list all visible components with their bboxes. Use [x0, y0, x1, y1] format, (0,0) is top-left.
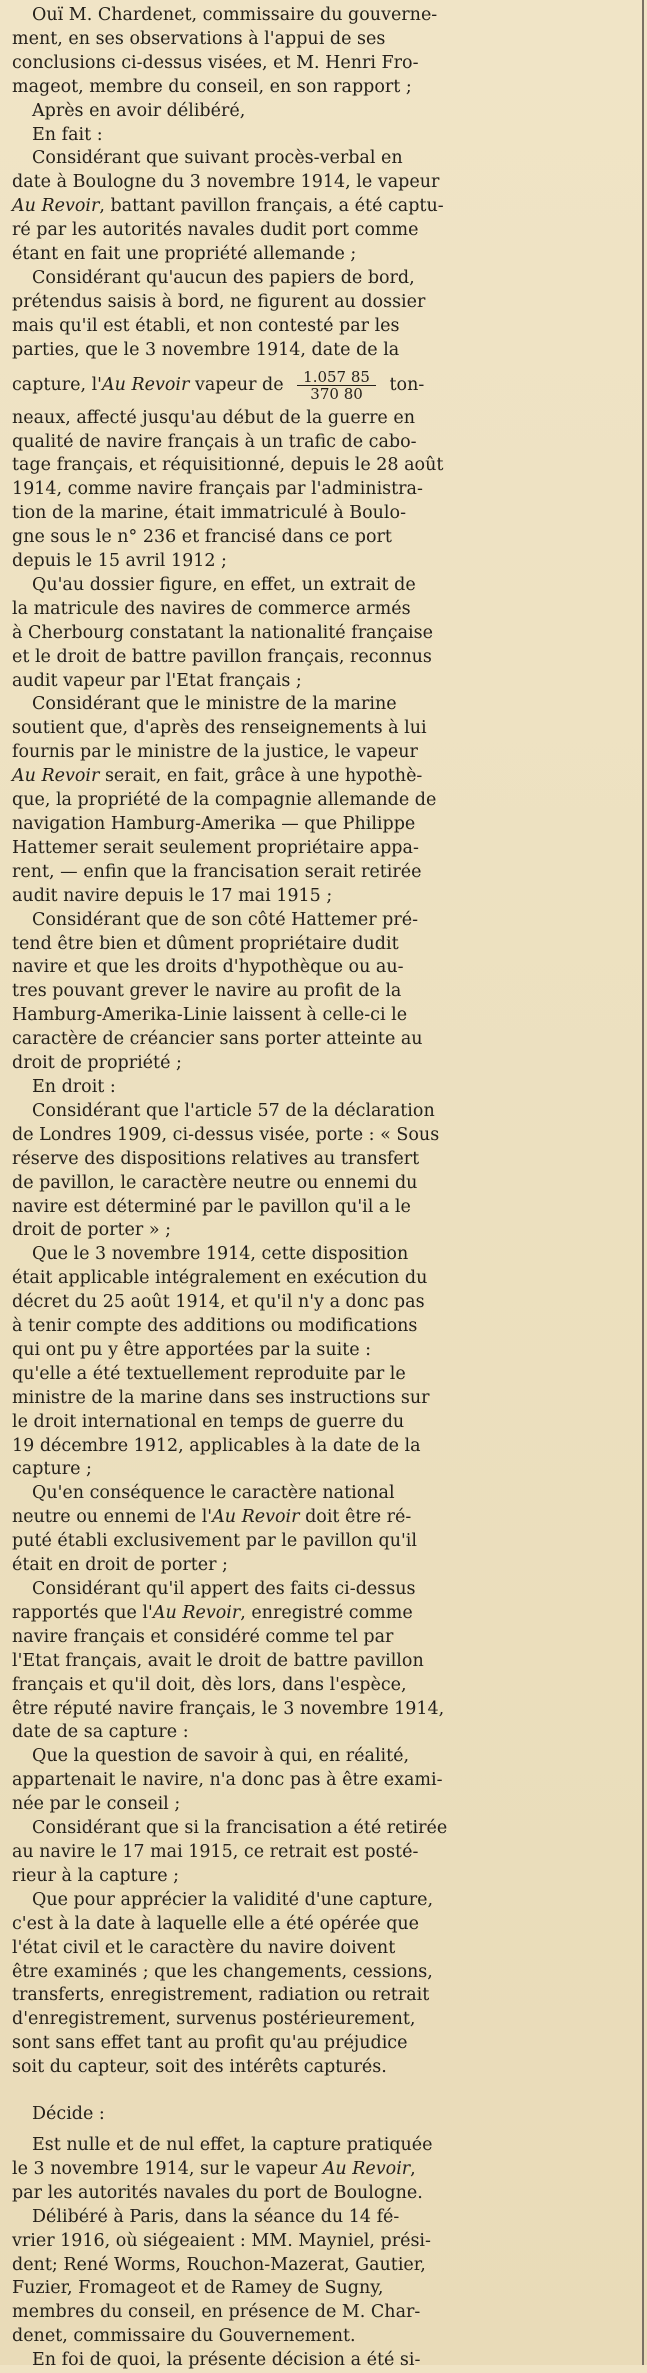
paragraph — [12, 1745, 637, 1817]
text-line: mais qu'il est établi, et non contesté par les — [12, 315, 400, 336]
text-line: née par le conseil ; — [12, 1794, 181, 1815]
text-line: date à Boulogne du 3 novembre 1914, le vapeur — [12, 172, 440, 193]
text-line: 19 décembre 1912, applicables à la date de la — [12, 1435, 421, 1456]
text-line: qui ont pu y être apportées par la suite : — [12, 1339, 372, 1360]
text-line: gne sous le n° 236 et francisé dans ce port — [12, 527, 392, 548]
text-line: sont sans effet tant au profit qu'au préjudice — [12, 2033, 408, 2054]
text-line: Considérant que l'article 57 de la déclaration — [32, 1100, 435, 1121]
text-line: capture ; — [12, 1459, 92, 1480]
text-line: caractère de créancier sans porter atteinte au — [12, 1029, 423, 1050]
text-line: Que la question de savoir à qui, en réalité, — [32, 1746, 410, 1767]
fraction-denominator: 370 80 — [310, 384, 363, 403]
text-line: et le droit de battre pavillon français, reconnus — [12, 646, 432, 667]
paragraph — [12, 267, 637, 574]
text-line: rieur à la capture ; — [12, 1865, 180, 1886]
text-line: navire est déterminé par le pavillon qu'il a le — [12, 1196, 411, 1217]
text-line: l'état civil et le caractère du navire doivent — [12, 1937, 396, 1958]
text-line: Considérant qu'il appert des faits ci-dessus — [32, 1579, 416, 1599]
text-line: par les autorités navales du port de Boulogne. — [12, 2182, 423, 2203]
text-line: navire et que les droits d'hypothèque ou au- — [12, 957, 404, 978]
text-line: qualité de navire français à un trafic de cabo- — [12, 431, 417, 452]
text-line: ré par les autorités navales dudit port comme — [12, 220, 419, 241]
paragraph — [12, 1578, 637, 1745]
paragraph — [12, 147, 637, 267]
vessel-name: Au Revoir — [212, 1507, 300, 1528]
text-line: Au Revoir serait, en fait, grâce à une hypothè- — [12, 766, 423, 787]
text-line: puté établi exclusivement par le pavillon qu'il — [12, 1531, 417, 1552]
vessel-name: Au Revoir — [12, 196, 100, 217]
paragraph — [12, 124, 637, 148]
text-line: Considérant que si la francisation a été retirée — [32, 1818, 448, 1839]
text-line: audit vapeur par l'Etat français ; — [12, 670, 302, 691]
paragraph — [12, 1482, 637, 1578]
text-line: à tenir compte des additions ou modifications — [12, 1316, 418, 1337]
fraction-numerator: 1.057 85 — [297, 369, 376, 386]
text-line: vrier 1916, où siégeaient : MM. Mayniel, prési- — [12, 2230, 431, 2251]
text-line: à Cherbourg constatant la nationalité française — [12, 622, 433, 643]
text-line: Que le 3 novembre 1914, cette disposition — [32, 1244, 409, 1265]
text-line: parties, que le 3 novembre 1914, date de la — [12, 339, 400, 360]
vessel-name: Au Revoir — [12, 766, 100, 787]
text-line: réserve des dispositions relatives au transfert — [12, 1148, 420, 1169]
paragraph — [12, 574, 637, 694]
text-line: d'enregistrement, survenus postérieurement, — [12, 2009, 416, 2030]
text-line: c'est à la date à laquelle elle a été opérée que — [12, 1913, 420, 1934]
text-line: ment, en ses observations à l'appui de ses — [12, 28, 386, 49]
text-line: être examinés ; que les changements, cessions, — [12, 1961, 433, 1982]
text-line: conclusions ci-dessus visées, et M. Henri Fro- — [12, 52, 419, 73]
text-line: rent, — enfin que la francisation serait retirée — [12, 861, 422, 882]
text-line: était en droit de porter ; — [12, 1555, 228, 1576]
text-line: navire français et considéré comme tel par — [12, 1626, 394, 1647]
paragraph — [12, 4, 637, 100]
text-line: audit navire depuis le 17 mai 1915 ; — [12, 885, 333, 906]
text-line: mageot, membre du conseil, en son rapport ; — [12, 76, 412, 97]
text-line: Qu'en conséquence le caractère national — [32, 1483, 395, 1504]
text-line: le droit international en temps de guerre du — [12, 1411, 405, 1432]
text-line: tage français, et réquisitionné, depuis le 28 août — [12, 455, 444, 476]
text-line: le 3 novembre 1914, sur le vapeur Au Revoir, — [12, 2158, 416, 2179]
text-line: En droit : — [32, 1076, 116, 1097]
decide-heading — [12, 2102, 637, 2126]
text-line: tion de la marine, était immatriculé à Boulo- — [12, 503, 406, 524]
text-line: En foi de quoi, la présente décision a été si- — [32, 2350, 421, 2371]
text-line: tres pouvant grever le navire au profit de la — [12, 981, 402, 1002]
paragraph — [12, 1889, 637, 2080]
text-line: la matricule des navires de commerce armés — [12, 598, 411, 619]
text-line: au navire le 17 mai 1915, ce retrait est posté- — [12, 1841, 419, 1862]
text-line: être réputé navire français, le 3 novembre 1914, — [12, 1698, 445, 1719]
text-line: Considérant que suivant procès-verbal en — [32, 148, 403, 169]
tonnage-fraction — [297, 369, 376, 402]
text-line: l'Etat français, avait le droit de battre pavillon — [12, 1650, 424, 1671]
text-line: tend être bien et dûment propriétaire dudit — [12, 933, 399, 954]
text-line: neaux, affecté jusqu'au début de la guerre en — [12, 407, 415, 428]
text-line: membres du conseil, en présence de M. Char- — [12, 2302, 421, 2323]
text-line: prétendus saisis à bord, ne figurent au dossier — [12, 291, 426, 312]
text-line: Au Revoir, battant pavillon français, a été captu- — [12, 196, 444, 217]
text-line: ministre de la marine dans ses instructions sur — [12, 1387, 430, 1408]
final-paragraph — [12, 2349, 637, 2373]
text-line: de pavillon, le caractère neutre ou ennemi du — [12, 1172, 418, 1193]
text-line: neutre ou ennemi de l'Au Revoir doit être ré- — [12, 1507, 412, 1528]
column-rule — [642, 0, 644, 2365]
text-line: Considérant qu'aucun des papiers de bord, — [32, 267, 415, 288]
text-line: fournis par le ministre de la justice, le vapeur — [12, 742, 418, 763]
text-line: Fuzier, Fromageot et de Ramey de Sugny, — [12, 2278, 384, 2299]
paragraph — [12, 1817, 637, 1889]
text-line: que, la propriété de la compagnie allemande de — [12, 790, 437, 811]
text-line: Considérant que le ministre de la marine — [32, 694, 397, 715]
text-line: depuis le 15 avril 1912 ; — [12, 551, 227, 572]
paragraph — [12, 909, 637, 1076]
text-line: droit de propriété ; — [12, 1053, 182, 1074]
text-line: Qu'au dossier figure, en effet, un extrait de — [32, 574, 416, 595]
text-line: denet, commissaire du Gouvernement. — [12, 2326, 356, 2347]
decision-text-column — [12, 4, 637, 2373]
vessel-name: Au Revoir — [152, 1602, 241, 1623]
text-line: Ouï M. Chardenet, commissaire du gouverne- — [32, 5, 438, 25]
text-line: français et qu'il doit, dès lors, dans l'espèce, — [12, 1674, 407, 1695]
paragraph — [12, 1243, 637, 1482]
text-line: de Londres 1909, ci-dessus visée, porte : « Sous — [12, 1124, 440, 1145]
text-line: appartenait le navire, n'a donc pas à être exami- — [12, 1770, 443, 1791]
text-line: décret du 25 août 1914, et qu'il n'y a donc pas — [12, 1292, 425, 1313]
vessel-name: Au Revoir — [102, 374, 190, 395]
text-line: Hamburg-Amerika-Linie laissent à celle-ci le — [12, 1005, 408, 1026]
text-line: rapportés que l'Au Revoir, enregistré comme — [12, 1602, 413, 1623]
paragraph — [12, 693, 637, 908]
paragraph — [12, 1076, 637, 1100]
text-line: dent; René Worms, Rouchon-Mazerat, Gautier, — [12, 2254, 426, 2275]
paragraph — [12, 1100, 637, 1243]
text-line: Est nulle et de nul effet, la capture pratiquée — [32, 2135, 433, 2156]
text-line: Hattemer serait seulement propriétaire appa- — [12, 837, 419, 858]
paragraph — [12, 100, 637, 124]
text-line: En fait : — [32, 124, 103, 145]
text-line: Délibéré à Paris, dans la séance du 14 fé- — [32, 2206, 400, 2227]
text-line: soit du capteur, soit des intérêts capturés. — [12, 2057, 387, 2078]
text-line: navigation Hamburg-Amerika — que Philippe — [12, 814, 416, 834]
text-line: droit de porter » ; — [12, 1220, 172, 1241]
text-line: soutient que, d'après des renseignements à lui — [12, 718, 427, 739]
text-line: Après en avoir délibéré, — [32, 100, 246, 121]
final-paragraph — [12, 2206, 637, 2349]
decide-label: Décide : — [32, 2104, 105, 2125]
text-line: date de sa capture : — [12, 1722, 189, 1743]
text-line: qu'elle a été textuellement reproduite par le — [12, 1363, 406, 1384]
fraction-line: capture, l'Au Revoir vapeur de $\frac{1.057 85}{370 80}$ ton- — [12, 367, 425, 403]
text-line: Que pour apprécier la validité d'une capture, — [32, 1889, 434, 1910]
text-line: 1914, comme navire français par l'administra- — [12, 479, 423, 500]
vessel-name: Au Revoir — [322, 2158, 411, 2179]
text-line: Considérant que de son côté Hattemer pré- — [32, 909, 418, 930]
final-paragraph — [12, 2134, 637, 2206]
text-line: transferts, enregistrement, radiation ou retrait — [12, 1985, 430, 2006]
text-line: était applicable intégralement en exécution du — [12, 1268, 428, 1289]
text-line: étant en fait une propriété allemande ; — [12, 244, 357, 265]
